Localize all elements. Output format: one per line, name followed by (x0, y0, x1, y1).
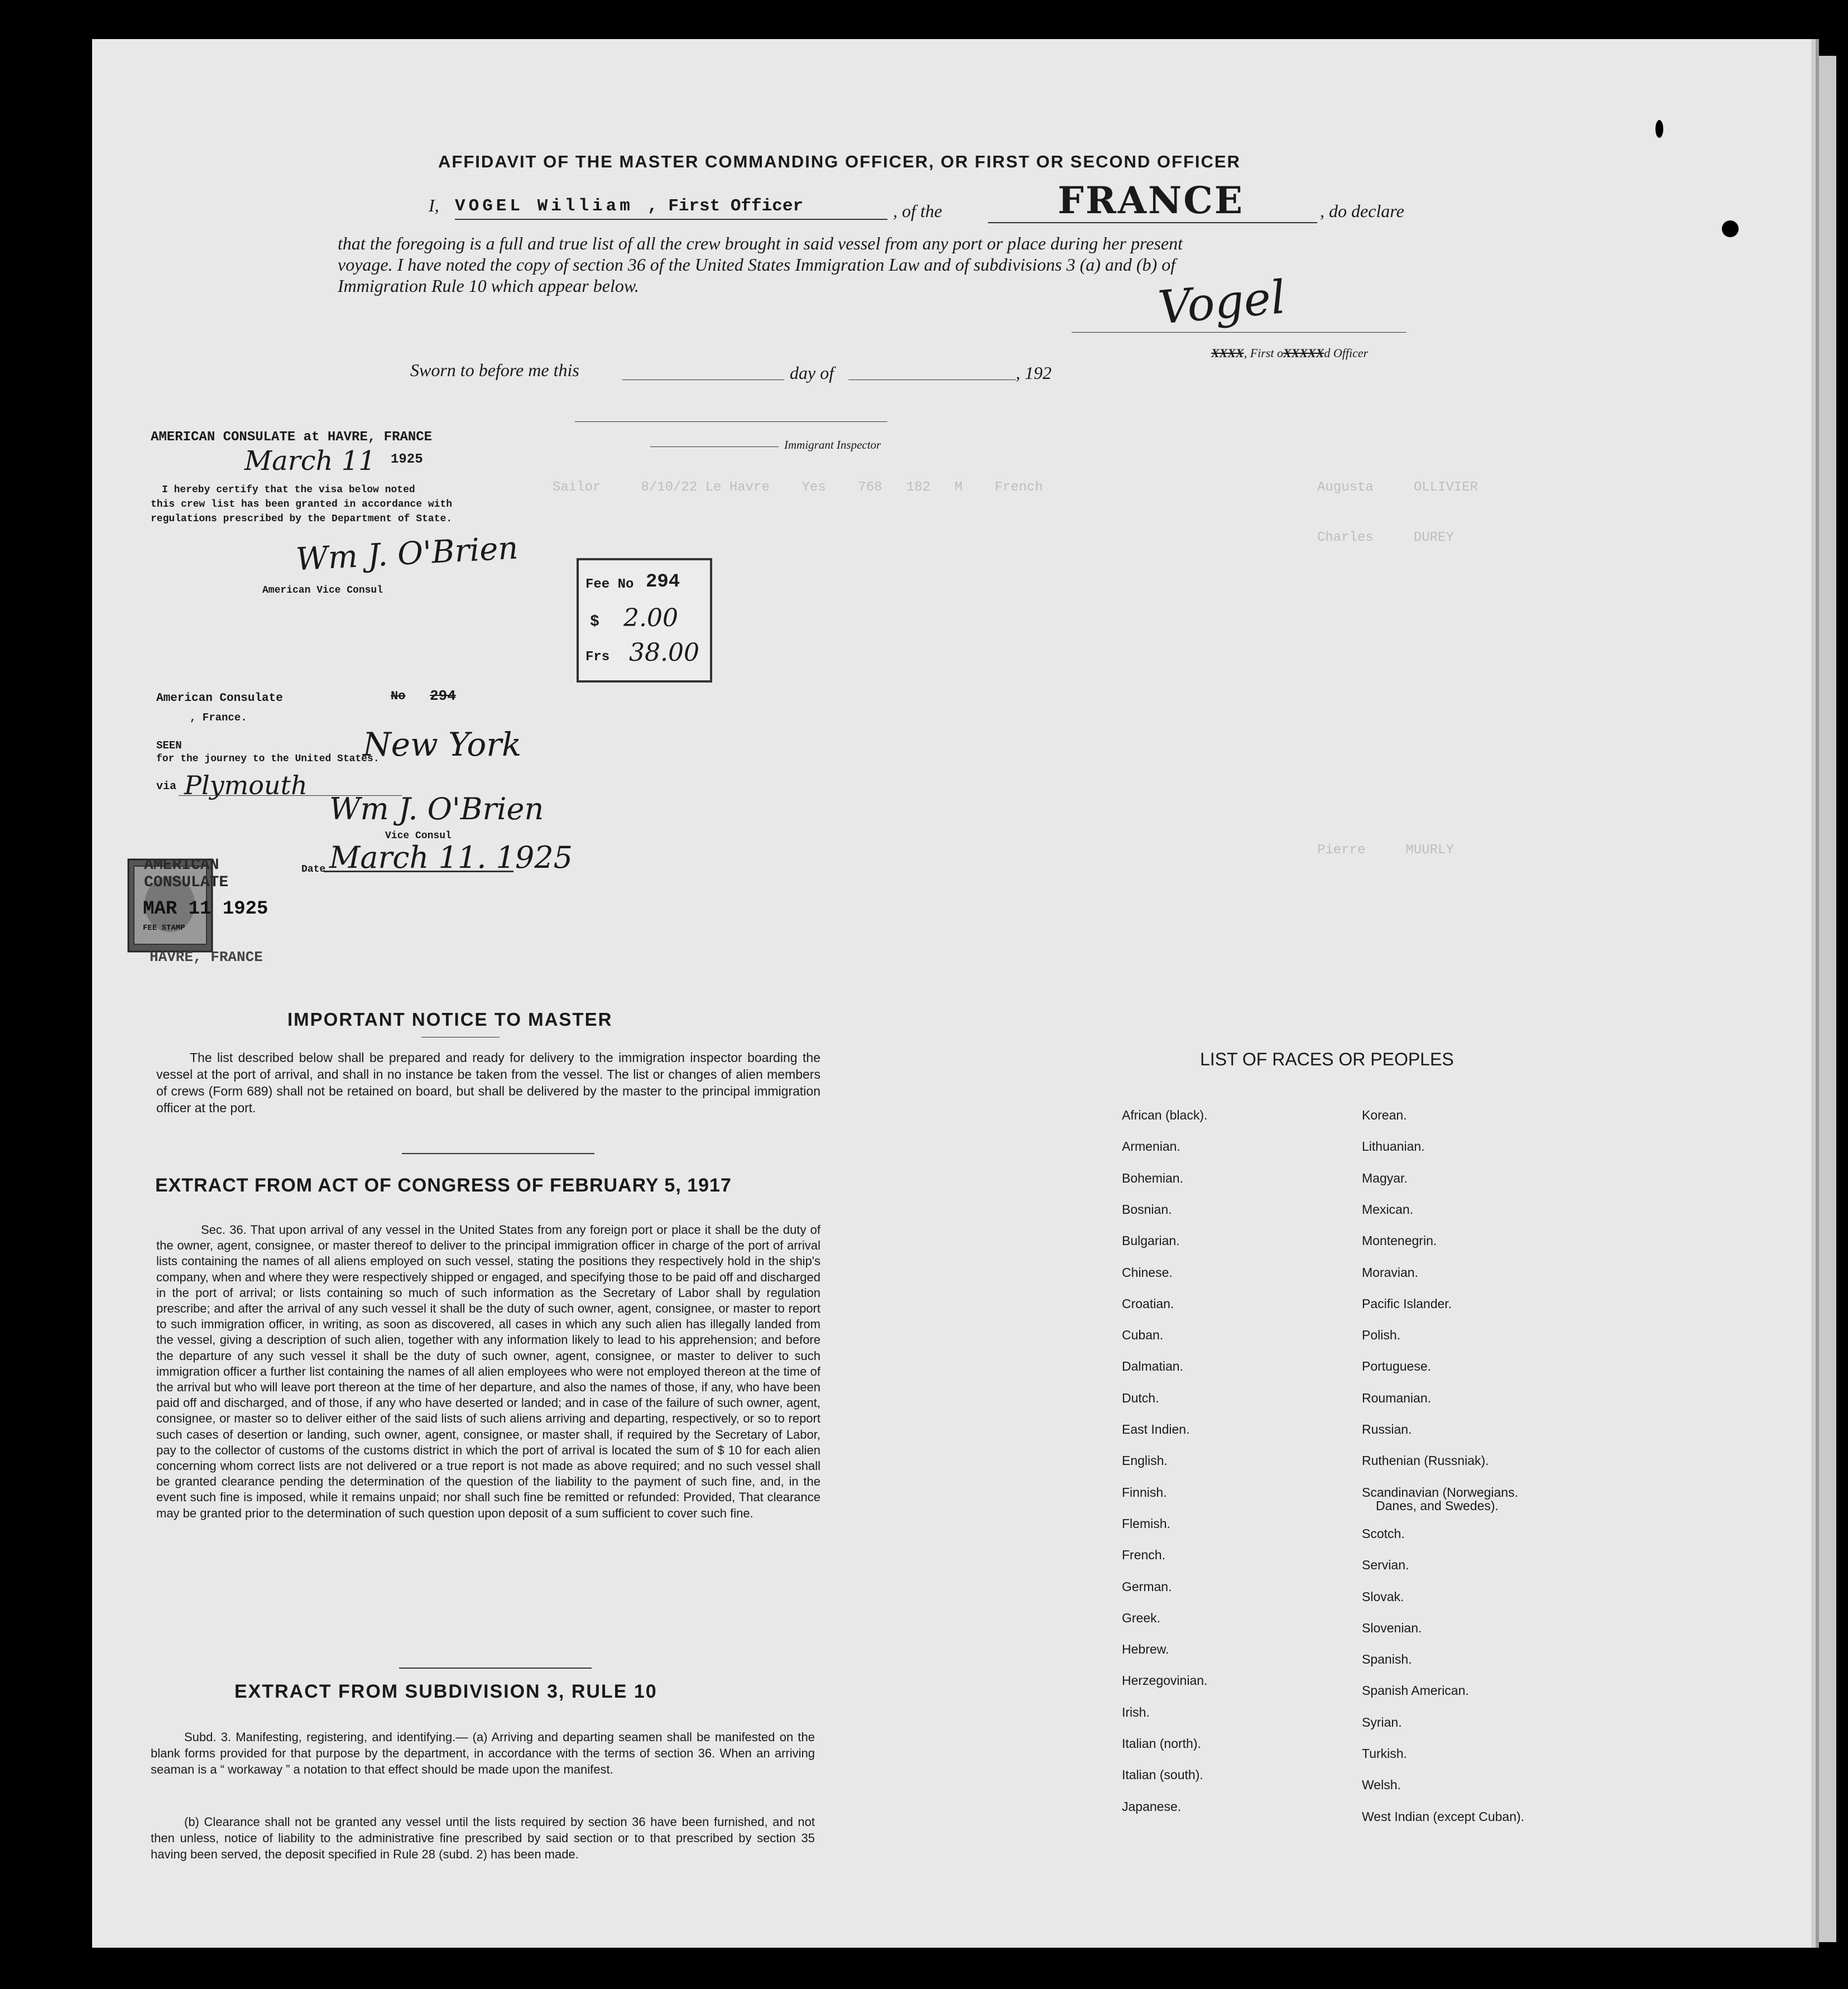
declarant-rank: , First Officer (647, 196, 804, 216)
vessel-name: FRANCE (1058, 179, 1245, 222)
race-item: Hebrew. (1122, 1642, 1169, 1657)
visa-via: Plymouth (184, 770, 308, 800)
race-item: Bohemian. (1122, 1170, 1183, 1185)
fee-dollar-amount: 2.00 (623, 604, 678, 632)
fee-stamp-fee: FEE STAMP (143, 924, 185, 933)
fee-stamp-bottom: HAVRE, FRANCE (150, 949, 263, 965)
visa-signature: Wm J. O'Brien (329, 791, 544, 827)
bleed-through-text: Charles DUREY (1317, 530, 1454, 545)
visa-seen: SEEN (156, 739, 182, 752)
declaration-line-2: that the foregoing is a full and true list of all the crew brought in said vessel from any port or place during her present (338, 233, 1183, 253)
race-item: Polish. (1362, 1328, 1401, 1343)
race-item: Welsh. (1362, 1777, 1401, 1793)
race-item: Scotch. (1362, 1526, 1405, 1541)
race-item: Chinese. (1122, 1265, 1173, 1280)
declaration-line-3: voyage. I have noted the copy of section 36 of the United States Immigration Law and of subdivisions 3 (a) and (b) of (338, 254, 1176, 275)
race-item: Bulgarian. (1122, 1233, 1180, 1248)
race-item: Armenian. (1122, 1139, 1180, 1154)
extract2-heading: EXTRACT FROM SUBDIVISION 3, RULE 10 (234, 1681, 657, 1702)
race-item: German. (1122, 1579, 1172, 1594)
struck-second: XXXXX (1283, 346, 1324, 360)
race-item: Roumanian. (1362, 1390, 1432, 1405)
day-of-label: day of (790, 363, 834, 383)
race-item: Slovak. (1362, 1589, 1404, 1604)
fee-number: 294 (646, 571, 680, 593)
race-item: Spanish. (1362, 1652, 1412, 1667)
race-item: Croatian. (1122, 1296, 1174, 1311)
race-item: English. (1122, 1453, 1168, 1468)
race-scandinavian-continued: Danes, and Swedes). (1376, 1498, 1499, 1513)
visa-destination: New York (363, 726, 522, 763)
race-item: Ruthenian (Russniak). (1362, 1453, 1489, 1468)
punch-hole (1655, 120, 1663, 138)
visa-stamp-no-label: No (391, 689, 406, 703)
visa-date-line (324, 871, 513, 872)
notice-heading: IMPORTANT NOTICE TO MASTER (287, 1009, 613, 1030)
race-item: Italian (north). (1122, 1736, 1201, 1751)
sworn-day-line (622, 379, 784, 380)
race-item: Moravian. (1362, 1265, 1418, 1280)
officer-signature: Vogel (1156, 271, 1288, 335)
extract2-text-a: Subd. 3. Manifesting, registering, and identifying.— (a) Arriving and departing seamen shall be manifested on the blank forms provided for that purpose by the department, in accordance with the terms of section 36. When an arriving seaman is a “ workaway ” a notation to that effect should be made upon the manifest. (151, 1730, 815, 1776)
name-underline (455, 219, 887, 220)
visa-via-label: via (156, 780, 177, 793)
race-item: Slovenian. (1362, 1620, 1422, 1635)
race-item: West Indian (except Cuban). (1362, 1809, 1525, 1824)
sworn-month-line (848, 379, 1016, 380)
bleed-through-text: Sailor 8/10/22 Le Havre Yes 768 182 M French (553, 480, 1043, 495)
document-page (92, 39, 1811, 1948)
race-item: Syrian. (1362, 1714, 1402, 1729)
race-item: Japanese. (1122, 1799, 1182, 1814)
officer-title (1211, 346, 1368, 361)
extract1-text: Sec. 36. That upon arrival of any vessel in the United States from any foreign port or place it shall be the duty of the owner, agent, consignee, or master thereof to deliver to the principal immigration officer in charge of the port of arrival lists containing the names of all aliens employed on such vessel, stating the positions they respectively hold in the ship's company, when and where they were respectively shipped or engaged, and specifying those to be paid off and discharged in the port of arrival; or lists containing so much of such information as the Secretary of Labor shall by regulation prescribe; and after the arrival of any such vessel it shall be the duty of such owner, agent, consignee, or master to report to such immigration officer, in writing, as soon as discovered, all cases in which any such alien has illegally landed from the vessel, giving a description of such alien, together with any information likely to lead to his apprehension; and before the departure of any such vessel it shall be the duty of such owner, agent, consignee, or master to deliver to such immigration officer a further list containing the names of all alien employees who were not employed thereon at the time of the arrival but who will leave port thereon at the time of her departure, and also the names of those, if any, who have been paid off and discharged, and of those, if any who have deserted or landed; and in case of the failure of such owner, agent, consignee, or master so to deliver either of the said lists of such aliens arriving and departing, respectively, or so to report such cases of desertion or landing, such owner, agent, consignee, or master shall, if required by the Secretary of Labor, pay to the collector of customs of the customs district in which the port of arrival is located the sum of $ 10 for each alien concerning whom correct lists are not delivered or a true report is not made as above required; and no such vessel shall be granted clearance pending the determination of the question of the liability to the payment of such fine, and, in the event such fine is imposed, while it remains unpaid; nor shall such fine be remitted or refunded: Provided, That clearance may be granted prior to the determination of such question upon deposit of a sum sufficient to cover such fine. (156, 1223, 820, 1520)
races-heading: LIST OF RACES OR PEOPLES (1200, 1049, 1454, 1069)
bleed-through-text: Augusta OLLIVIER (1317, 480, 1479, 495)
inspector-line (575, 421, 887, 422)
race-item: Mexican. (1362, 1202, 1414, 1217)
visa-journey: for the journey to the United States. (156, 753, 380, 765)
fee-francs-label: Frs (585, 650, 610, 665)
extract1-divider (399, 1668, 592, 1669)
race-item: Italian (south). (1122, 1767, 1203, 1783)
race-item: Flemish. (1122, 1516, 1170, 1531)
race-item: Finnish. (1122, 1484, 1167, 1500)
fee-stamp (127, 854, 295, 971)
fee-stamp-date: MAR 11 1925 (143, 899, 268, 920)
fee-box (577, 558, 712, 683)
visa-stamp-line-2: , France. (190, 712, 247, 724)
declaration-prefix: I, (429, 195, 439, 215)
bleed-through-text: Pierre MUURLY (1317, 843, 1454, 858)
visa-stamp-line-1: American Consulate (156, 692, 283, 705)
race-item: Scandinavian (Norwegians. (1362, 1484, 1518, 1500)
race-item: Montenegrin. (1362, 1233, 1437, 1248)
officer-suffix: d Officer (1324, 346, 1369, 360)
consulate-cert-line-3: regulations prescribed by the Department of State. (151, 513, 453, 525)
consulate-stamp-year: 1925 (391, 452, 423, 467)
race-item: Portuguese. (1362, 1359, 1432, 1374)
race-item: Turkish. (1362, 1746, 1407, 1761)
visa-stamp-no: 294 (430, 688, 456, 704)
of-the-label: , of the (893, 201, 942, 221)
declarant-name: VOGEL William (455, 196, 633, 216)
consulate-cert-line-2: this crew list has been granted in accordance with (151, 499, 453, 510)
extract2-text-b: (b) Clearance shall not be granted any vessel until the lists required by section 36 have been furnished, and not then unless, notice of liability to the administrative fine prescribed by said section or to that prescribed by section 35 having been served, the deposit specified in Rule 28 (subd. 2) has been made. (151, 1815, 815, 1861)
do-declare-label: , do declare (1320, 201, 1404, 221)
declaration-line-4: Immigration Rule 10 which appear below. (338, 276, 639, 296)
notice-divider (402, 1153, 594, 1154)
officer-label: , First o (1244, 346, 1283, 360)
fee-number-label: Fee No (585, 577, 634, 592)
race-item: Dalmatian. (1122, 1359, 1183, 1374)
race-item: Dutch. (1122, 1390, 1159, 1405)
race-item: Greek. (1122, 1610, 1161, 1625)
race-item: African (black). (1122, 1108, 1208, 1122)
race-item: Bosnian. (1122, 1202, 1172, 1217)
race-item: Spanish American. (1362, 1683, 1469, 1698)
inspector-label: Immigrant Inspector (784, 438, 881, 451)
fee-francs-amount: 38.00 (629, 638, 699, 667)
signature-line (1072, 332, 1407, 333)
vessel-underline (988, 222, 1317, 223)
punch-hole (1722, 220, 1739, 237)
race-item: Korean. (1362, 1108, 1407, 1122)
race-item: French. (1122, 1548, 1165, 1563)
inspector-line-2 (650, 446, 779, 447)
race-item: Magyar. (1362, 1170, 1408, 1185)
race-item: Servian. (1362, 1558, 1409, 1573)
race-item: Irish. (1122, 1704, 1150, 1719)
consulate-cert-line-1: I hereby certify that the visa below noted (162, 484, 415, 496)
sworn-label: Sworn to before me this (410, 360, 579, 380)
fee-dollar-label: $ (590, 613, 599, 631)
race-item: Cuban. (1122, 1328, 1164, 1343)
year-label: , 192 (1016, 363, 1052, 383)
consulate-stamp-title: AMERICAN CONSULATE at HAVRE, FRANCE (151, 430, 433, 445)
visa-role: Vice Consul (385, 830, 452, 842)
race-item: Herzegovinian. (1122, 1673, 1208, 1688)
consulate-stamp-date: March 11 (244, 445, 376, 477)
visa-date: March 11. 1925 (329, 840, 573, 875)
affidavit-title: AFFIDAVIT OF THE MASTER COMMANDING OFFICER, OR FIRST OR SECOND OFFICER (438, 152, 1241, 171)
race-item: Pacific Islander. (1362, 1296, 1452, 1311)
consulate-role: American Vice Consul (262, 585, 383, 596)
page-stack-edge (1814, 56, 1836, 1942)
consulate-signature: Wm J. O'Brien (295, 530, 519, 578)
visa-date-label: Date (301, 864, 326, 875)
race-item: Lithuanian. (1362, 1139, 1425, 1154)
struck-master: XXXX (1211, 346, 1244, 360)
race-item: East Indien. (1122, 1422, 1190, 1436)
race-item: Russian. (1362, 1422, 1412, 1436)
notice-text: The list described below shall be prepared and ready for delivery to the immigration inspector boarding the vessel at the port of arrival, and shall in no instance be taken from the vessel. The list or changes of alien members of crews (Form 689) shall not be retained on board, but shall be delivered by the master to the principal immigration officer at the port. (156, 1050, 820, 1115)
fee-stamp-top: AMERICAN CONSULATE (144, 857, 229, 891)
extract1-heading: EXTRACT FROM ACT OF CONGRESS OF FEBRUARY 5, 1917 (155, 1175, 732, 1196)
